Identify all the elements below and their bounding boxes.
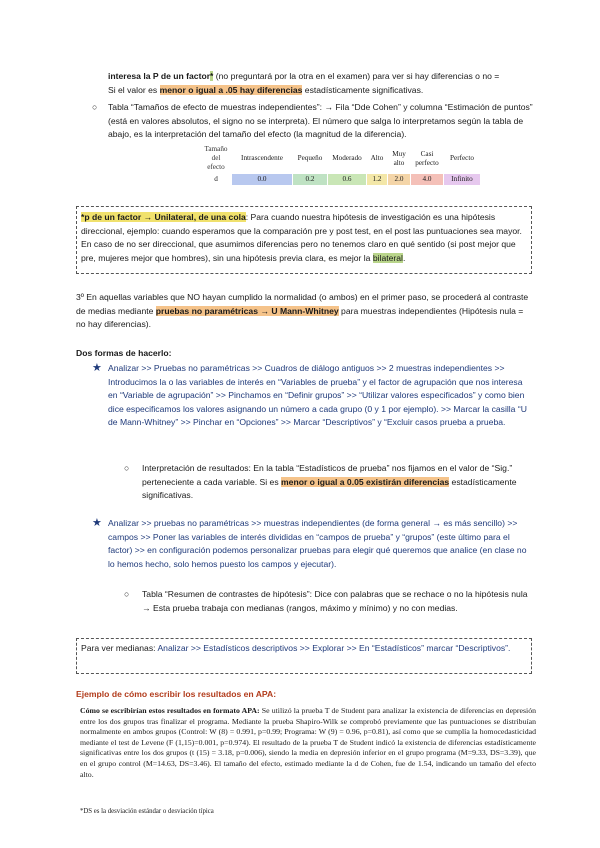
intro-line-2 bbox=[108, 84, 548, 98]
method-2-summary: Tabla “Resumen de contrastes de hipótesis”: Dice con palabras que se rechace o no la hipótesis nula → Esta prueba trabaja con medianas (rangos, máximo y mínimo) y no con medias. bbox=[142, 589, 528, 613]
star-bullet-icon: ★ bbox=[92, 517, 102, 529]
medianas-steps: Analizar >> Estadísticos descriptivos >> Explorar >> En “Estadísticos” marcar “Descriptivos”. bbox=[157, 643, 511, 653]
method-2-steps: Analizar >> pruebas no paramétricas >> muestras independientes (de forma general → es más sencillo) >> campos >> Poner las variables de interés divididas en “campos de prueba” y “grupos” (este último para el factor) >> en configuración podemos personalizar pruebas para elegir qué queremos que analice (en clase no lo hemos hecho, solo hemos puesto los campos y ejecutar). bbox=[108, 518, 527, 569]
interp-text-end: estadísticamente significativas. bbox=[142, 476, 517, 500]
table-col-label: Pequeño bbox=[293, 144, 328, 174]
circle-bullet-icon: ○ bbox=[92, 102, 98, 112]
interp-text: Interpretación de resultados: En la tabla “Estadísticos de prueba” nos fijamos en el valor de “Sig.” perteneciente a cada variable. Si es bbox=[142, 463, 513, 487]
apa-text: Se utilizó la prueba T de Student para analizar la existencia de diferencias en depresión entre los dos grupos tras finalizar el programa. Mediante la prueba Shapiro-Wilk se comprobó previamente que las puntuaciones se distribuían normalmente en ambos grupos (Control: W (8) = 0.991, p=0.99; Programa: W (9) = 0.96, p=0.81), así como que se cumplía la homocedasticidad mediante el test de Levene (F (1,15)=0.001, p=0.974). El resultado de la prueba T de Student indicó la existencia de diferencias estadísticamente significativas entre los dos grupos (t (15) = 3.18, p=0.006), siendo la media en depresión inferior en el grupo programa (M=9.33, DS=3.39), que en el grupo control (M=14.63, DS=3.46). El tamaño del efecto, estimado mediante la d de Cohen, fue de 1.54, indicando un tamaño del efecto alto. bbox=[80, 706, 536, 779]
apa-bold-lead: Cómo se escribirían estos resultados en formato APA: bbox=[80, 706, 260, 715]
step-3-text-end: para muestras independientes (Hipótesis nula = no hay diferencias). bbox=[76, 305, 524, 329]
table-col-label: Alto bbox=[367, 144, 388, 174]
star-bullet-icon: ★ bbox=[92, 362, 102, 374]
table-cell: 4.0 bbox=[411, 174, 444, 186]
table-col-label: Intrascendente bbox=[232, 144, 293, 174]
method-1-interpretation bbox=[142, 462, 532, 503]
intro-line-1 bbox=[108, 70, 548, 84]
intro-text: Si el valor es bbox=[108, 85, 160, 95]
section-heading: Dos formas de hacerlo: bbox=[76, 348, 172, 358]
intro-text-cont: (no preguntará por la otra en el examen) para ver si hay diferencias o no = bbox=[213, 71, 500, 81]
step-3-text: 3º En aquellas variables que NO hayan cumplido la normalidad (o ambos) en el primer paso, se procederá al contraste de medias mediante bbox=[76, 292, 529, 316]
apa-heading: Ejemplo de cómo escribir los resultados en APA: bbox=[76, 689, 277, 699]
table-header-label: Tamaño del efecto bbox=[201, 144, 232, 174]
step-3-paragraph bbox=[76, 291, 532, 332]
circle-bullet-icon: ○ bbox=[124, 589, 130, 599]
table-row-label: d bbox=[201, 174, 232, 186]
medianas-label: Para ver medianas: bbox=[81, 643, 158, 653]
note-title: *p de un factor → Unilateral, de una cola bbox=[81, 212, 246, 222]
unilateral-note-box bbox=[76, 206, 532, 274]
table-col-label: Casi perfecto bbox=[411, 144, 444, 174]
table-col-label: Perfecto bbox=[444, 144, 481, 174]
intro-text-end: estadísticamente significativas. bbox=[302, 85, 424, 95]
table-cell: 0.2 bbox=[293, 174, 328, 186]
note-text: : Para cuando nuestra hipótesis de investigación es una hipótesis direccional, ejemplo: cuando esperamos que la comparación pre y post test, en el post las puntuaciones sea mayor. En caso de no ser direccional, que asumimos diferencias pero no tenemos claro en qué sentido (si post mejor que pre, mujeres mejor que hombres), sin una hipótesis previa clara, es mejor la bbox=[81, 212, 522, 263]
intro-text: interesa la P de un factor bbox=[108, 71, 211, 81]
effect-size-table bbox=[200, 143, 481, 186]
interp-highlight: menor o igual a 0.05 existirán diferencias bbox=[281, 476, 450, 487]
table-col-label: Muy alto bbox=[388, 144, 411, 174]
medianas-note-box bbox=[76, 638, 532, 674]
footnote-mark: * bbox=[210, 71, 214, 81]
effect-size-paragraph: Tabla “Tamaños de efecto de muestras independientes”: → Fila “Dde Cohen” y columna “Estimación de puntos” (está en valores absolutos, el signo no se interpreta). El número que salga lo interpretamos según la tabla de abajo, es la interpretación del tamaño del efecto (la magnitud de la diferencia). bbox=[108, 102, 533, 139]
apa-footnote: *DS es la desviación estándar o desviación típica bbox=[80, 808, 214, 815]
method-1-steps: Analizar >> Pruebas no paramétricas >> Cuadros de diálogo antiguos >> 2 muestras independientes >> Introducimos la o las variables de interés en “Variables de prueba” y el factor de agrupación que nos interesa en “Variable de agrupación” >> Pinchamos en “Definir grupos” >> “Utilizar valores especificados” y como bien dice especificamos los valores asignando un número a cada grupo (0 y 1 por ejemplo). >> Marcar la casilla “U de Mann-Whitney” >> Pinchar en “Opciones” >> Marcar “Descriptivos” y “Excluir casos prueba a prueba. bbox=[108, 363, 527, 427]
table-cell: 0.0 bbox=[232, 174, 293, 186]
note-end: . bbox=[402, 252, 406, 263]
table-cell: Infinito bbox=[444, 174, 481, 186]
table-cell: 2.0 bbox=[388, 174, 411, 186]
step-3-highlight: pruebas no paramétricas → U Mann-Whitney bbox=[155, 305, 339, 316]
note-highlight-end: bilateral bbox=[372, 252, 403, 263]
table-col-label: Moderado bbox=[328, 144, 367, 174]
table-cell: 0.6 bbox=[328, 174, 367, 186]
apa-example-paragraph bbox=[80, 706, 536, 780]
highlight-threshold: menor o igual a .05 hay diferencias bbox=[159, 85, 303, 95]
table-cell: 1.2 bbox=[367, 174, 388, 186]
circle-bullet-icon: ○ bbox=[124, 463, 130, 473]
